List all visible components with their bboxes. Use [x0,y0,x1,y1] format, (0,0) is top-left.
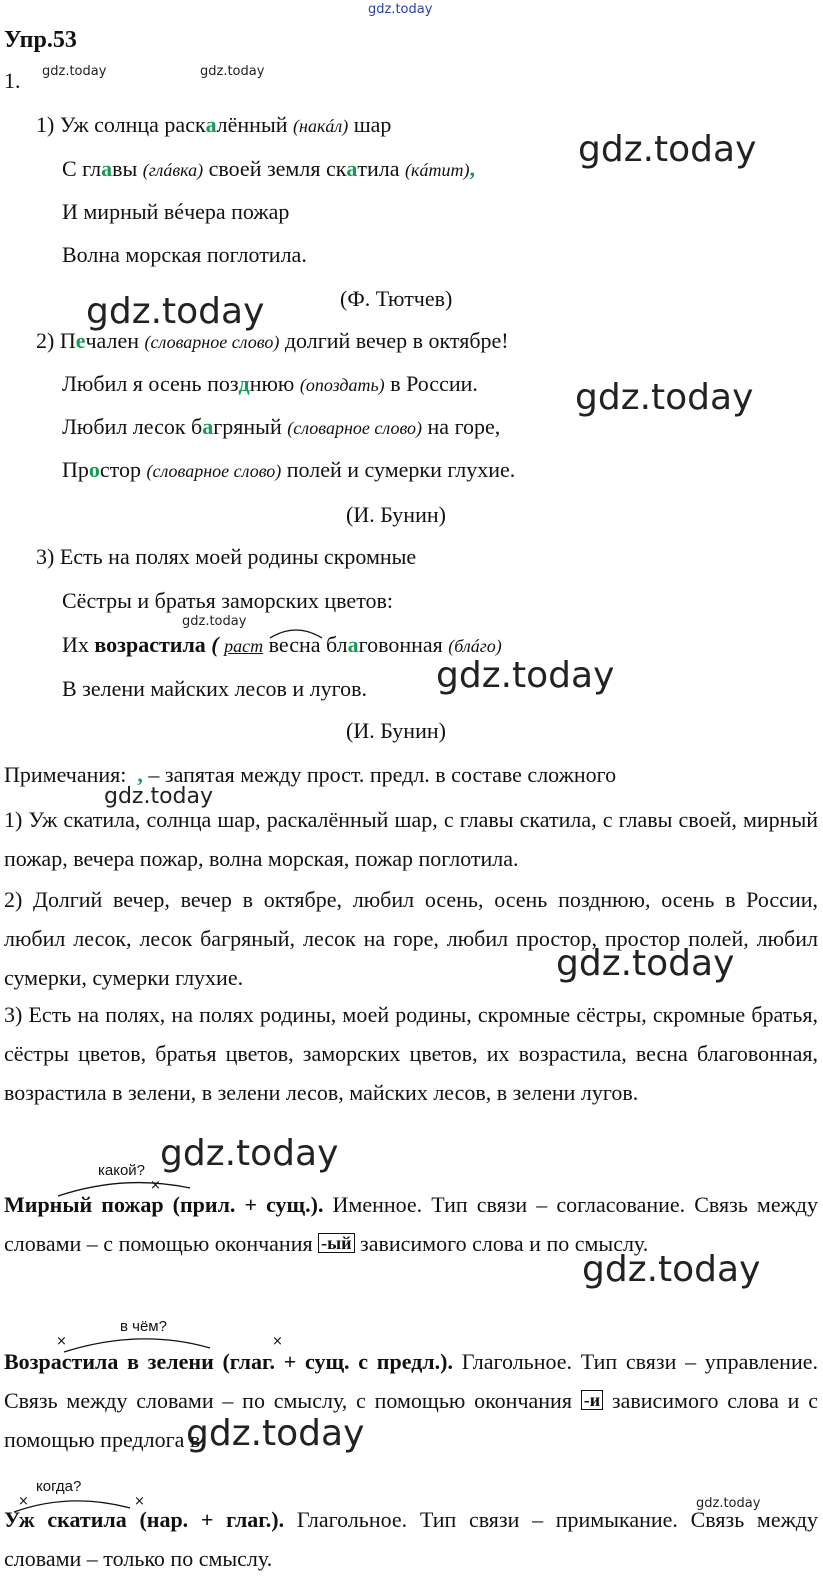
phrase-list-1: 1) Уж скатила, солнца шар, раскалённый шар, с главы скатила, с главы своей, мирный пожар, вечера пожар, волна морская, пожар поглотила. [4,807,818,871]
question-label: в чём? [120,1318,167,1335]
poem-line: Простор (словарное слово) полей и сумерки глухие. [62,457,516,482]
watermark: gdz.today [200,64,265,79]
analysis-1: Мирный пожар (прил. + сущ.). Именное. Тип связи – согласование. Связь между словами – с помощью окончания -ый зависимого слова и по смыслу. [4,1192,818,1256]
watermark: gdz.today [696,1496,761,1511]
poem-line: 1) Уж солнца раскалённый (накáл) шар [36,112,392,137]
cross-mark: × [18,1494,29,1509]
phrase-list-2: 2) Долгий вечер, вечер в октябре, любил осень, осень позднюю, осень в России, любил лесок, лесок багряный, лесок на горе, любил простор, простор полей, любил сумерки, сумерки глухие. [4,887,818,990]
question-label: когда? [36,1478,82,1495]
poem-author: (Ф. Тютчев) [340,286,453,311]
watermark: gdz.today [578,129,757,170]
cross-mark: × [56,1334,67,1349]
analysis-3: Уж скатила (нар. + глаг.). Глагольное. Тип связи – примыкание. Связь между словами – только по смыслу. [4,1507,818,1571]
question-label: какой? [98,1162,146,1179]
poem-line: И мирный вéчера пожар [62,199,290,224]
watermark: gdz.today [186,1413,365,1454]
poem-line: 2) Печален (словарное слово) долгий вечер в октябре! [36,328,509,353]
poem-line: 3) Есть на полях моей родины скромные [36,544,417,569]
watermark: gdz.today [436,655,615,696]
cross-mark: × [134,1494,145,1509]
poem-line: Любил лесок багряный (словарное слово) на горе, [62,414,501,439]
poem-author: (И. Бунин) [346,502,446,527]
page-title: Упр.53 [4,27,77,53]
section-number: 1. [4,68,21,93]
watermark: gdz.today [575,377,754,418]
poem-line: С главы (глáвка) своей земля скатила (кáтит), [62,156,475,181]
poem-line: Волна морская поглотила. [62,242,307,267]
watermark: gdz.today [160,1133,339,1174]
watermark: gdz.today [368,2,433,17]
watermark: gdz.today [104,784,214,809]
ending-box: -ый [318,1233,354,1253]
watermark: gdz.today [556,943,735,984]
watermark: gdz.today [182,614,247,629]
cross-mark: × [272,1334,283,1349]
poem-line: Сёстры и братья заморских цветов: [62,588,394,613]
notes-line: Примечания: , – запятая между прост. предл. в составе сложного [4,762,617,787]
root-morpheme: раст [224,636,264,656]
root-arc [268,626,324,640]
poem-line: В зелени майских лесов и лугов. [62,676,368,701]
poem-line: Их возрастила ( раст весна благовонная (блáго) [62,632,502,657]
poem-line: Любил я осень позднюю (опоздать) в России. [62,371,478,396]
ending-box: -и [581,1390,603,1410]
analysis-2: Возрастила в зелени (глаг. + сущ. с предл.). Глагольное. Тип связи – управление. Связь между словами – по смыслу, с помощью окончания -и зависимого слова и с помощью предлога в. [4,1349,818,1452]
watermark: gdz.today [86,291,265,332]
watermark: gdz.today [582,1249,761,1290]
cross-mark: × [150,1178,161,1193]
phrase-list-3: 3) Есть на полях, на полях родины, моей родины, скромные сёстры, скромные братья, сёстры цветов, братья цветов, заморских цветов, их возрастила, весна благовонная, возрастила в зелени, в зелени лесов, майских лесов, в зелени лугов. [4,1002,818,1105]
poem-author: (И. Бунин) [346,718,446,743]
watermark: gdz.today [42,64,107,79]
